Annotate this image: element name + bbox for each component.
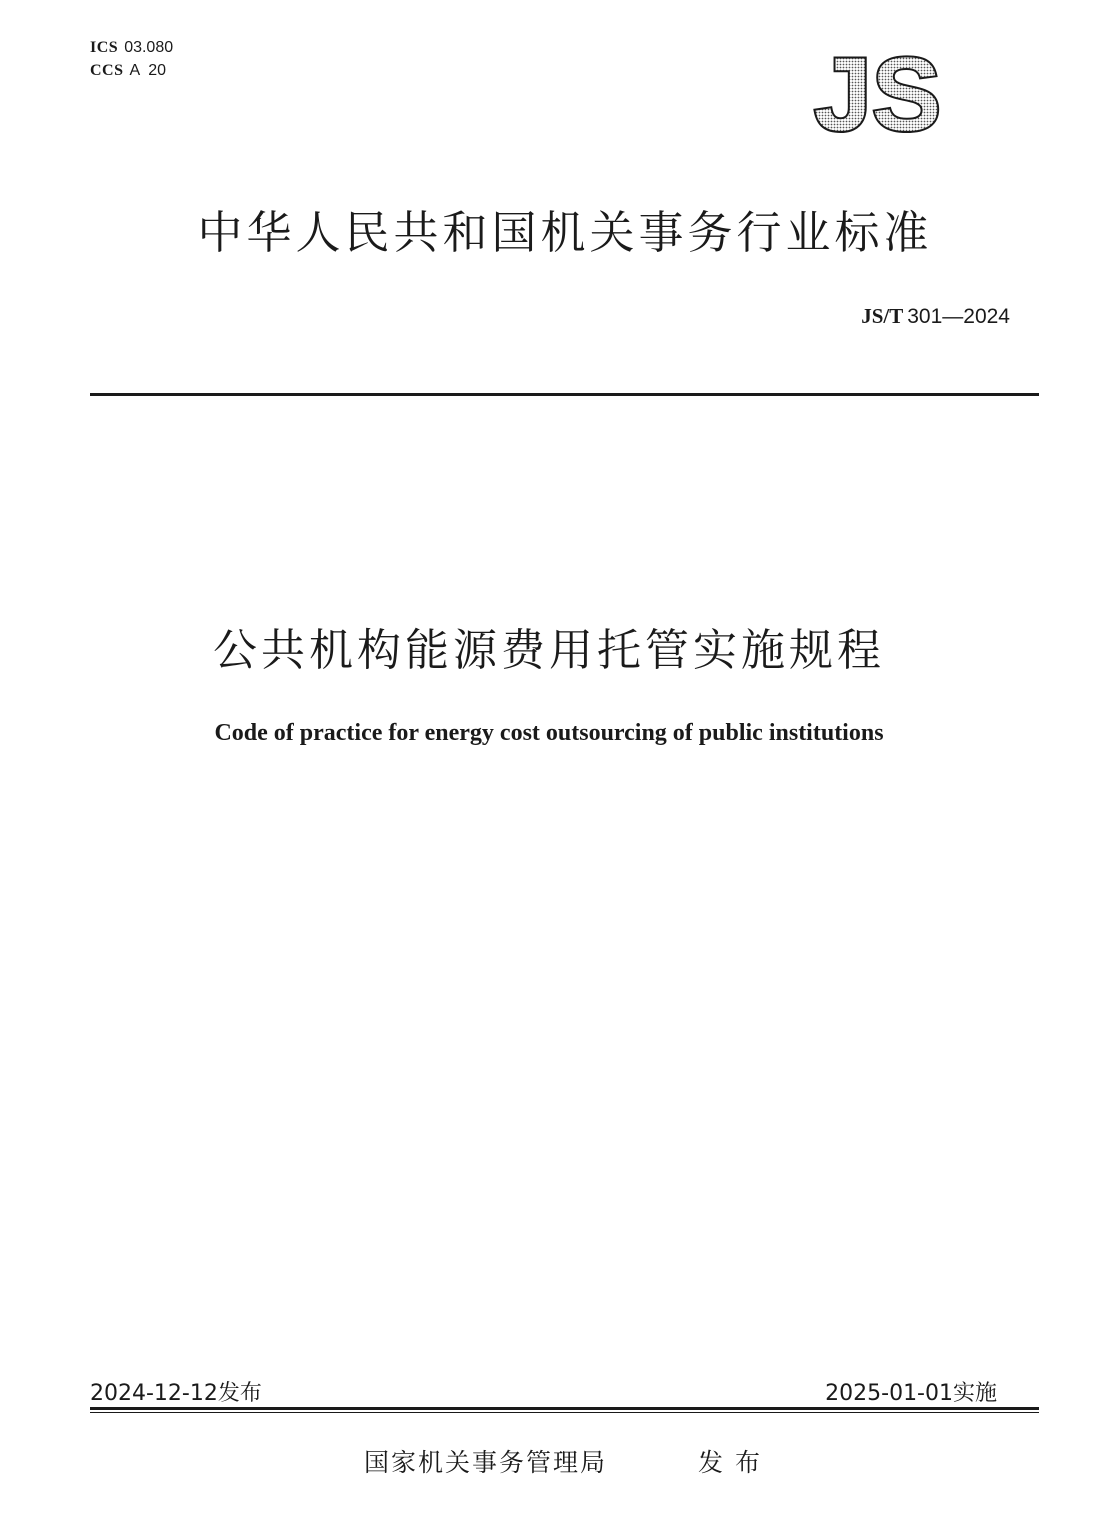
ics-code (90, 36, 173, 59)
ccs-code (90, 59, 173, 82)
js-standard-logo (812, 42, 952, 142)
footer-divider-thick (90, 1407, 1039, 1410)
classification-codes (90, 36, 173, 82)
js-logo-icon (812, 42, 952, 142)
header-divider (90, 393, 1039, 396)
ccs-value: A 20 (129, 62, 166, 79)
issue-date: 2024-12-12发布 (90, 1381, 262, 1406)
standard-prefix: JS/T (861, 304, 904, 328)
logo-text: JS (814, 42, 942, 142)
document-title-english: Code of practice for energy cost outsourcing of public institutions (214, 720, 884, 746)
issuing-authority: 国家机关事务管理局 (364, 1448, 608, 1477)
footer-divider-thin (90, 1412, 1039, 1413)
standard-code: 301—2024 (907, 305, 1010, 328)
ics-label: ICS (90, 39, 119, 56)
standard-category-title: 中华人民共和国机关事务行业标准 (197, 206, 933, 259)
ccs-label: CCS (90, 62, 124, 79)
document-title-chinese: 公共机构能源费用托管实施规程 (213, 625, 885, 676)
standard-number (861, 304, 1010, 329)
effective-date: 2025-01-01实施 (825, 1381, 997, 1406)
issue-action: 发布 (698, 1448, 773, 1477)
ics-value: 03.080 (124, 39, 174, 56)
